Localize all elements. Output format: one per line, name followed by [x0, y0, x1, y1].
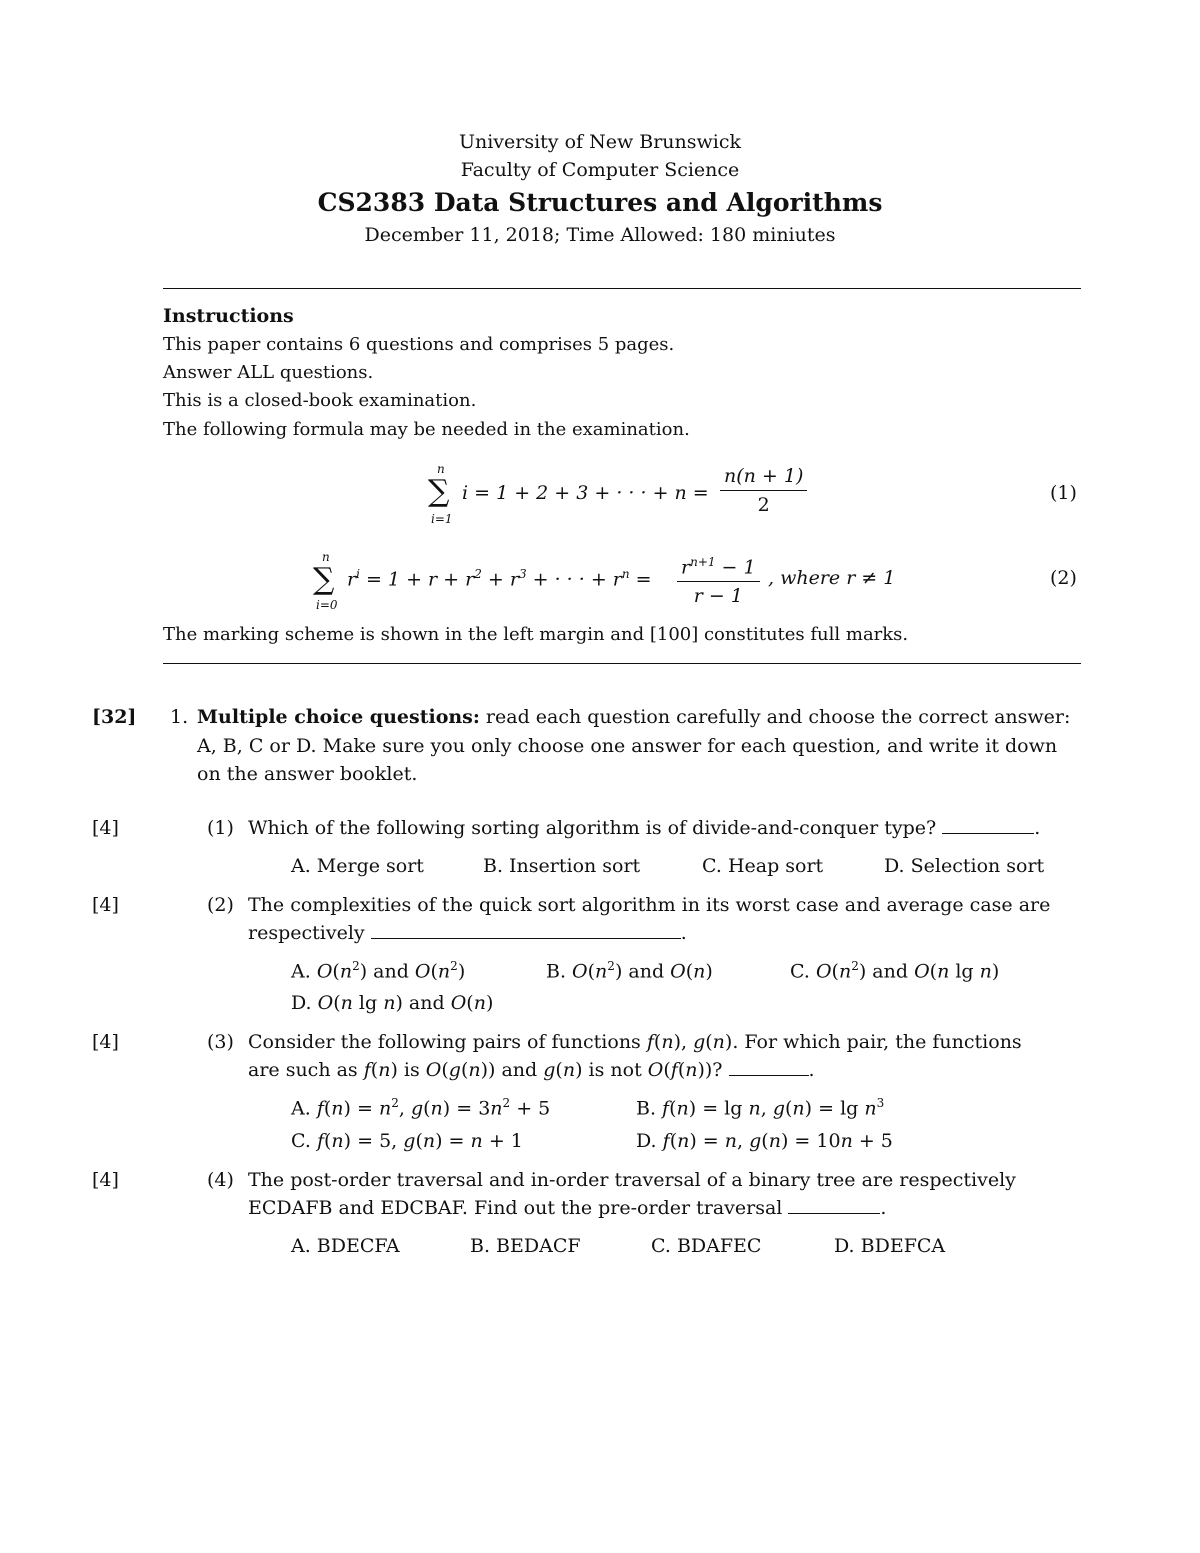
subquestion-label: (4) [207, 1169, 234, 1191]
option-a: A. $O(n^2)$ and $O(n^2)$ [291, 959, 466, 983]
bottom-rule [163, 663, 1081, 664]
sigma-symbol: ∑ [428, 474, 450, 509]
subquestion-marks: [4] [92, 894, 119, 916]
option-c: C. f(n) = 5, g(n) = n + 1 [291, 1130, 523, 1152]
question-text-line: A, B, C or D. Make sure you only choose one answer for each question, and write it down [197, 735, 1058, 757]
subquestion-line: The complexities of the quick sort algorithm in its worst case and average case are [248, 894, 1051, 916]
option-a: A. BDECFA [291, 1235, 400, 1257]
subquestion-label: (3) [207, 1031, 234, 1053]
option-d: D. f(n) = n, g(n) = 10n + 5 [636, 1130, 893, 1152]
option-a: A. Merge sort [291, 855, 424, 877]
instruction-line: This is a closed-book examination. [163, 390, 477, 411]
option-a: A. $f(n) = n^2$, $g(n) = 3n^2 + 5$ [291, 1096, 551, 1120]
eq1-lower-limit: i=1 [431, 512, 453, 526]
option-c: C. BDAFEC [651, 1235, 762, 1257]
eq2-number: (2) [1050, 567, 1077, 589]
course-title: CS2383 Data Structures and Algorithms [317, 188, 883, 217]
eq2-upper-limit: n [322, 550, 330, 564]
answer-blank [371, 924, 681, 939]
option-c: C. Heap sort [702, 855, 824, 877]
eq1-numerator: n(n + 1) [720, 464, 807, 491]
exam-date-line: December 11, 2018; Time Allowed: 180 miniutes [364, 224, 836, 246]
instruction-line: This paper contains 6 questions and comprises 5 pages. [163, 334, 675, 355]
option-b: B. BEDACF [470, 1235, 581, 1257]
subquestion-line: are such as f(n) is O(g(n)) and g(n) is not O(f(n))? [248, 1059, 723, 1081]
option-b: B. $O(n^2)$ and O(n) [546, 959, 713, 983]
eq2-numerator: $r^{n+1} - 1$ [677, 550, 760, 582]
subquestion-marks: [4] [92, 1169, 119, 1191]
subquestion-text: Which of the following sorting algorithm is of divide-and-conquer type? . [248, 817, 1041, 839]
faculty-name: Faculty of Computer Science [460, 159, 740, 181]
eq1-denominator: 2 [757, 494, 770, 516]
option-d: D. Selection sort [884, 855, 1045, 877]
option-b: B. f(n) = lg n, $g(n) = \lg n^3$ [636, 1096, 885, 1120]
question-text-line [197, 706, 1070, 728]
subquestion-text: respectively . [248, 922, 687, 944]
university-name: University of New Brunswick [458, 131, 742, 153]
eq2-condition: , where r ≠ 1 [768, 567, 896, 589]
question-marks: [32] [92, 706, 137, 728]
option-b: B. Insertion sort [483, 855, 641, 877]
option-d: D. O(n lg n) and O(n) [291, 992, 494, 1014]
option-d: D. BDEFCA [834, 1235, 946, 1257]
option-c: C. $O(n^2)$ and O(n lg n) [790, 959, 1000, 983]
eq1-number: (1) [1050, 482, 1077, 504]
subquestion-marks: [4] [92, 817, 119, 839]
answer-blank [729, 1061, 809, 1076]
instruction-line: The following formula may be needed in the examination. [163, 419, 690, 440]
marking-scheme-note: The marking scheme is shown in the left margin and [100] constitutes full marks. [163, 624, 909, 645]
subquestion-line: ECDAFB and EDCBAF. Find out the pre-order traversal [248, 1197, 783, 1219]
subquestion-line: Consider the following pairs of functions f(n), g(n). For which pair, the functions [248, 1031, 1022, 1053]
question-number: 1. [170, 706, 189, 728]
eq2-denominator: r − 1 [693, 585, 743, 608]
subquestion-label: (2) [207, 894, 234, 916]
question-text-line: on the answer booklet. [197, 763, 418, 785]
eq1-upper-limit: n [437, 462, 445, 476]
instructions-heading: Instructions [163, 305, 294, 327]
instruction-line: Answer ALL questions. [163, 362, 374, 383]
top-rule [163, 288, 1081, 289]
subquestion-text: are such as f(n) is O(g(n)) and g(n) is not O(f(n))? . [248, 1059, 815, 1081]
eq1-fraction [720, 464, 807, 517]
eq2-lower-limit: i=0 [316, 598, 338, 612]
subquestion-line: The post-order traversal and in-order traversal of a binary tree are respectively [248, 1169, 1016, 1191]
answer-blank [942, 819, 1034, 834]
subquestion-line: respectively [248, 922, 365, 944]
subquestion-line: Which of the following sorting algorithm is of divide-and-conquer type? [248, 817, 937, 839]
subquestion-label: (1) [207, 817, 234, 839]
eq2-body: $r^i = 1 + r + r^2 + r^3$ + · · · + $r^n$ = [347, 567, 652, 591]
question-text: read each question carefully and choose the correct answer: [479, 706, 1071, 728]
answer-blank [788, 1199, 880, 1214]
sigma-symbol: ∑ [313, 562, 335, 597]
subquestion-text: ECDAFB and EDCBAF. Find out the pre-order traversal . [248, 1197, 887, 1219]
subquestion-marks: [4] [92, 1031, 119, 1053]
eq1-body: i = 1 + 2 + 3 + · · · + n = [462, 482, 709, 504]
eq2-fraction [677, 550, 760, 608]
question-lead: Multiple choice questions: [197, 706, 480, 728]
